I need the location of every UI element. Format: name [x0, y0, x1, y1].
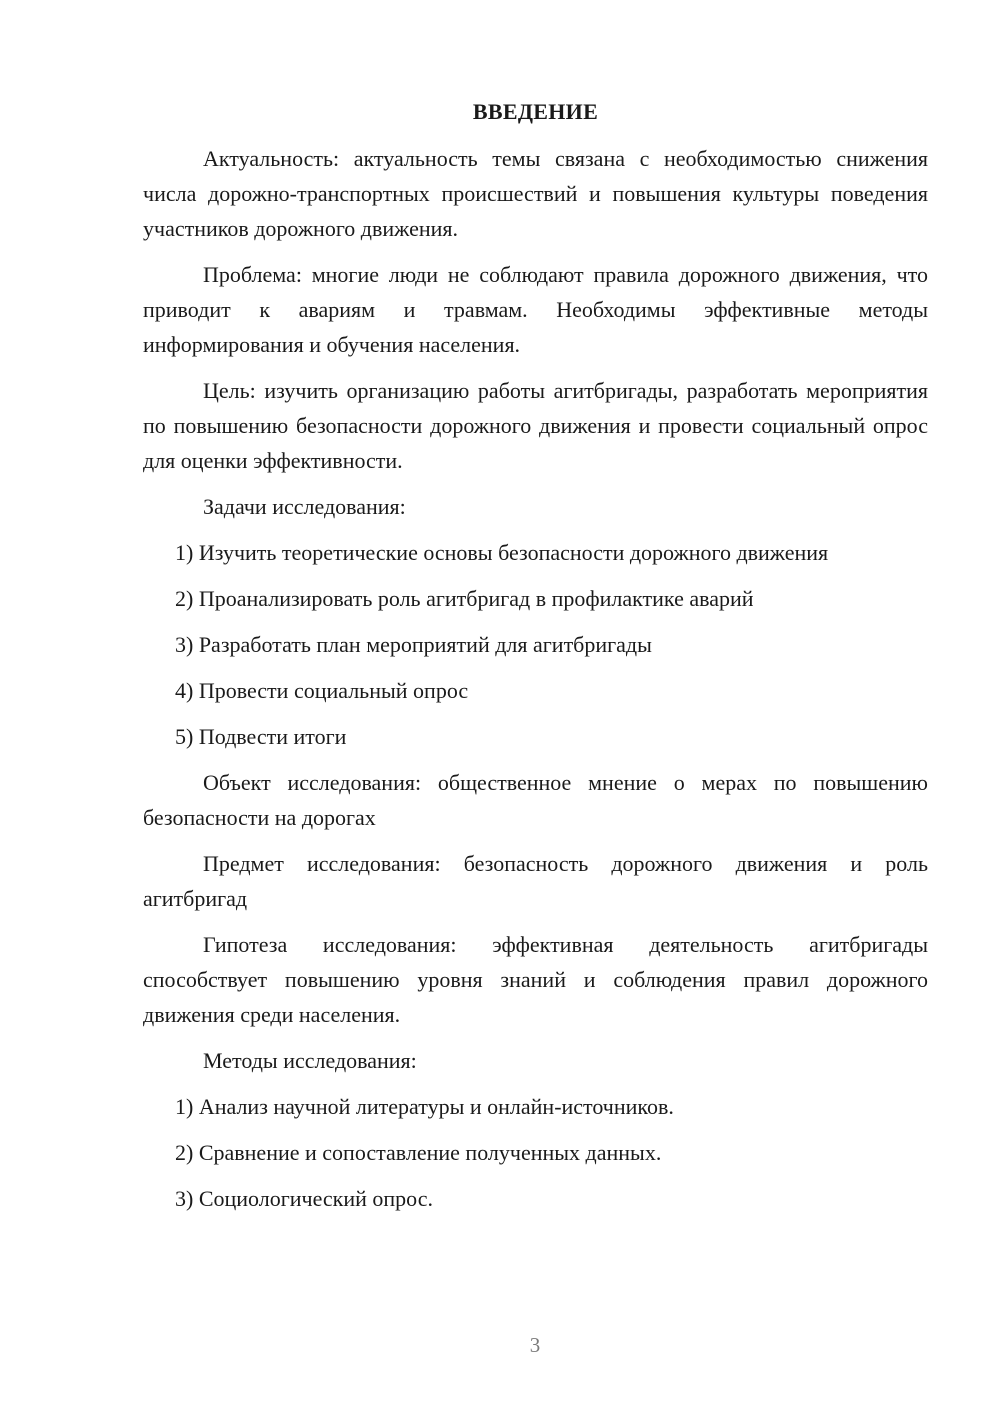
list-item: 2) Сравнение и сопоставление полученных данных.	[175, 1140, 662, 1165]
list-item: 2) Проанализировать роль агитбригад в профилактике аварий	[175, 586, 754, 611]
tasks-list	[143, 535, 928, 754]
list-item: 1) Анализ научной литературы и онлайн-источников.	[175, 1094, 674, 1119]
hypothesis-paragraph: Гипотеза исследования: эффективная деятельность агитбригады способствует повышению уровня знаний и соблюдения правил дорожного движения среди населения.	[143, 932, 928, 1027]
page-number: 3	[529, 1333, 541, 1357]
subject-paragraph: Предмет исследования: безопасность дорожного движения и роль агитбригад	[143, 851, 928, 911]
object-paragraph: Объект исследования: общественное мнение о мерах по повышению безопасности на дорогах	[143, 770, 928, 830]
list-item: 5) Подвести итоги	[175, 724, 347, 749]
list-item: 1) Изучить теоретические основы безопасности дорожного движения	[175, 540, 829, 565]
list-item: 3) Социологический опрос.	[175, 1186, 433, 1211]
relevance-paragraph: Актуальность: актуальность темы связана с необходимостью снижения числа дорожно-транспортных происшествий и повышения культуры поведения участников дорожного движения.	[143, 146, 928, 241]
section-heading: ВВЕДЕНИЕ	[472, 99, 599, 124]
methods-list	[143, 1089, 928, 1216]
list-item: 3) Разработать план мероприятий для агитбригады	[175, 632, 652, 657]
methods-title: Методы исследования:	[203, 1048, 417, 1073]
list-item: 4) Провести социальный опрос	[175, 678, 469, 703]
tasks-title: Задачи исследования:	[203, 494, 406, 519]
problem-paragraph: Проблема: многие люди не соблюдают правила дорожного движения, что приводит к авариям и травмам. Необходимы эффективные методы информирования и обучения населения.	[143, 262, 928, 357]
page-content	[143, 94, 928, 1227]
goal-paragraph: Цель: изучить организацию работы агитбригады, разработать мероприятия по повышению безопасности дорожного движения и провести социальный опрос для оценки эффективности.	[143, 378, 928, 473]
